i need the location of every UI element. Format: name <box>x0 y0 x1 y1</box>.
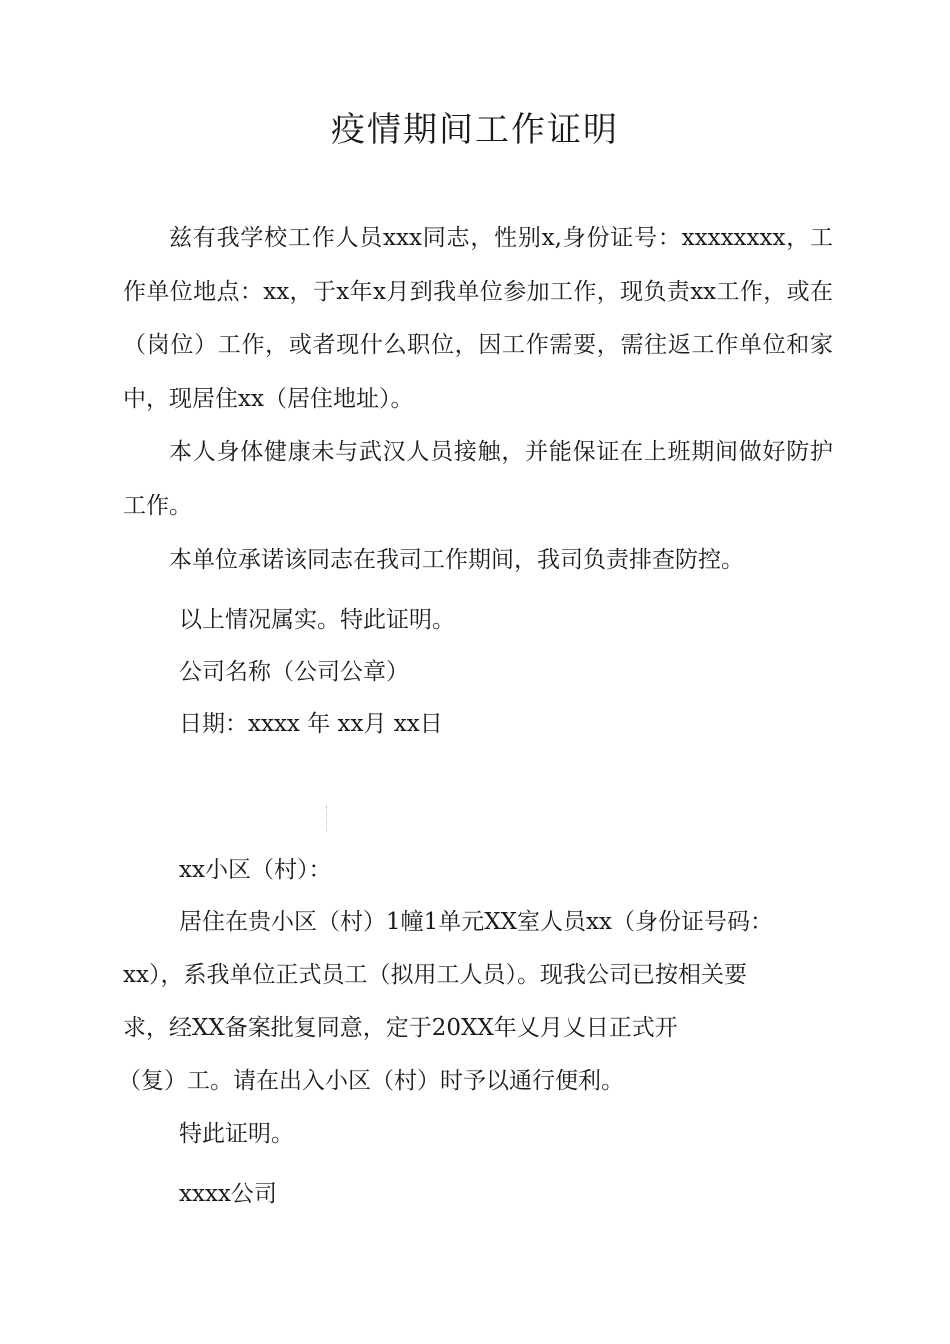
certificate-paragraph-3: 本单位承诺该同志在我司工作期间，我司负责排查防控。 <box>169 547 744 573</box>
certificate-paragraph-2: 本人身体健康未与武汉人员接触，并能保证在上班期间做好防护工作。 <box>123 439 833 519</box>
certificate-company: 公司名称（公司公章） <box>179 659 409 685</box>
notice-salutation: xx小区（村）： <box>179 857 332 883</box>
notice-body-line-3: 求，经XX备案批复同意，定于20XX年乂月乂日正式开 <box>123 1015 678 1041</box>
notice-body-line-4: （复）工。请在出入小区（村）时予以通行便利。 <box>118 1068 624 1094</box>
document-title: 疫情期间工作证明 <box>331 110 619 150</box>
notice-company: xxxx公司 <box>179 1181 277 1207</box>
certificate-date: 日期：xxxx 年 xx月 xx日 <box>179 711 443 737</box>
certificate-closing: 以上情况属实。特此证明。 <box>179 607 455 633</box>
notice-body-line-2: xx），系我单位正式员工（拟用工人员）。现我公司已按相关要 <box>123 962 747 988</box>
notice-closing: 特此证明。 <box>179 1121 294 1147</box>
divider-mark <box>326 806 329 832</box>
certificate-paragraph-1: 兹有我学校工作人员xxx同志，性别x,身份证号：xxxxxxxx，工作单位地点：xx，于x年x月到我单位参加工作，现负责xx工作，或在（岗位）工作，或者现什么职位，因工作需要，需往返工作单位和家中，现居住xx（居住地址）。 <box>123 225 833 412</box>
notice-body-line-1: 居住在贵小区（村）1幢1单元XX室人员xx（身份证号码： <box>179 909 773 935</box>
